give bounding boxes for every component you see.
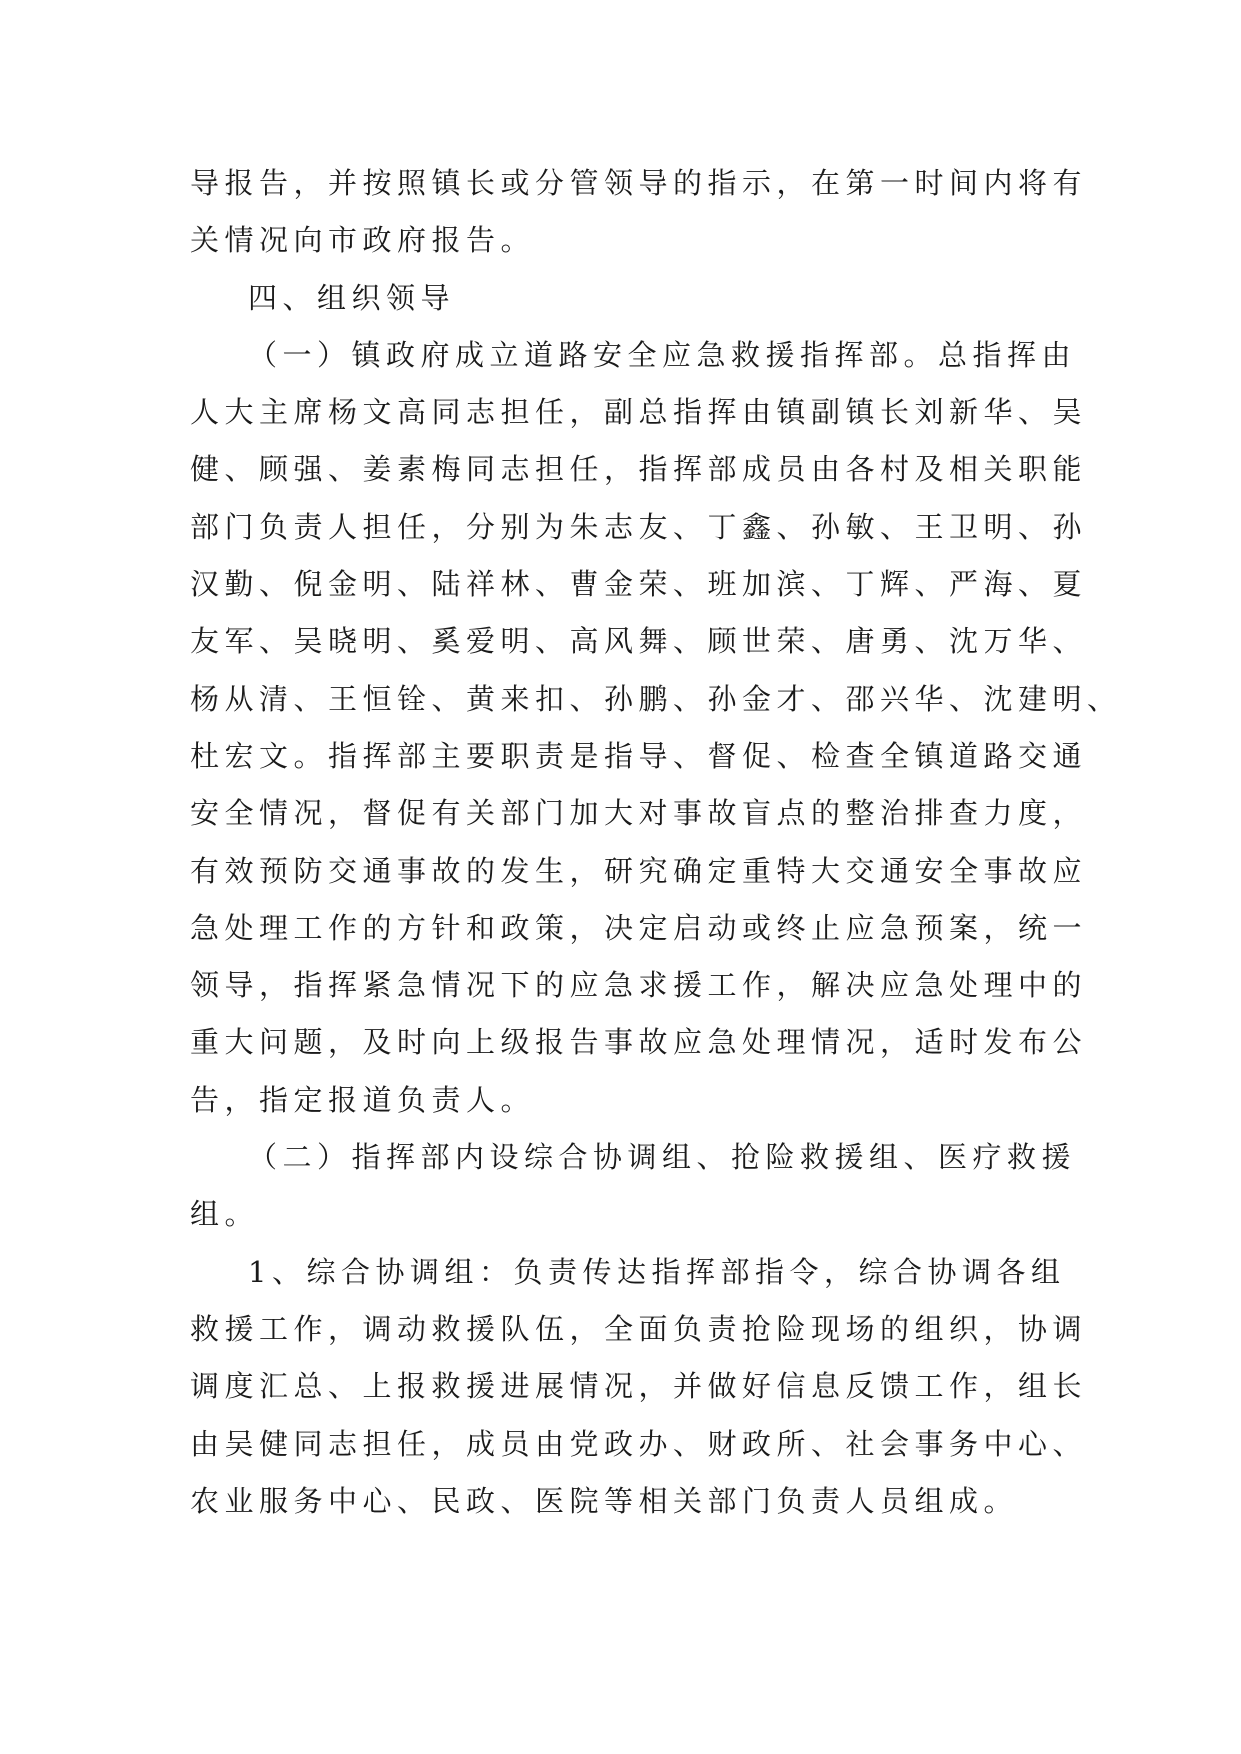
text-line: 关情况向市政府报告。 [190, 223, 536, 258]
text-line: 重大问题，及时向上级报告事故应急处理情况，适时发布公 [190, 1025, 1088, 1060]
text-line: 调度汇总、上报救援进展情况，并做好信息反馈工作，组长 [190, 1369, 1088, 1404]
text-line: 四、组织领导 [248, 280, 456, 315]
text-line: 告，指定报道负责人。 [190, 1082, 536, 1117]
text-line: 杜宏文。指挥部主要职责是指导、督促、检查全镇道路交通 [190, 738, 1088, 773]
text-line: 健、顾强、姜素梅同志担任，指挥部成员由各村及相关职能 [190, 452, 1088, 487]
text-line: 友军、吴晓明、奚爱明、高风舞、顾世荣、唐勇、沈万华、 [190, 624, 1088, 659]
text-line: 导报告，并按照镇长或分管领导的指示，在第一时间内将有 [190, 166, 1088, 200]
text-line: 组。 [190, 1197, 260, 1232]
text-line: 安全情况，督促有关部门加大对事故盲点的整治排查力度， [190, 796, 1088, 831]
text-line: 急处理工作的方针和政策，决定启动或终止应急预案，统一 [190, 910, 1088, 945]
text-line: 救援工作，调动救援队伍，全面负责抢险现场的组织，协调 [190, 1311, 1088, 1346]
text-line: 汉勤、倪金明、陆祥林、曹金荣、班加滨、丁辉、严海、夏 [190, 567, 1088, 602]
text-line: 部门负责人担任，分别为朱志友、丁鑫、孙敏、王卫明、孙 [190, 509, 1088, 544]
text-line: 由吴健同志担任，成员由党政办、财政所、社会事务中心、 [190, 1426, 1088, 1461]
text-line: 人大主席杨文高同志担任，副总指挥由镇副镇长刘新华、吴 [190, 395, 1088, 430]
document-body [190, 155, 1122, 1530]
text-line: 杨从清、王恒铨、黄来扣、孙鹏、孙金才、邵兴华、沈建明、 [190, 681, 1122, 716]
text-line: 1、综合协调组：负责传达指挥部指令，综合协调各组 [248, 1254, 1066, 1289]
text-line: 农业服务中心、民政、医院等相关部门负责人员组成。 [190, 1483, 1019, 1518]
text-line: 有效预防交通事故的发生，研究确定重特大交通安全事故应 [190, 853, 1088, 888]
text-line: （一）镇政府成立道路安全应急救援指挥部。总指挥由 [248, 337, 1077, 372]
text-line: （二）指挥部内设综合协调组、抢险救援组、医疗救援 [248, 1140, 1077, 1175]
text-line: 领导，指挥紧急情况下的应急求援工作，解决应急处理中的 [190, 968, 1088, 1003]
